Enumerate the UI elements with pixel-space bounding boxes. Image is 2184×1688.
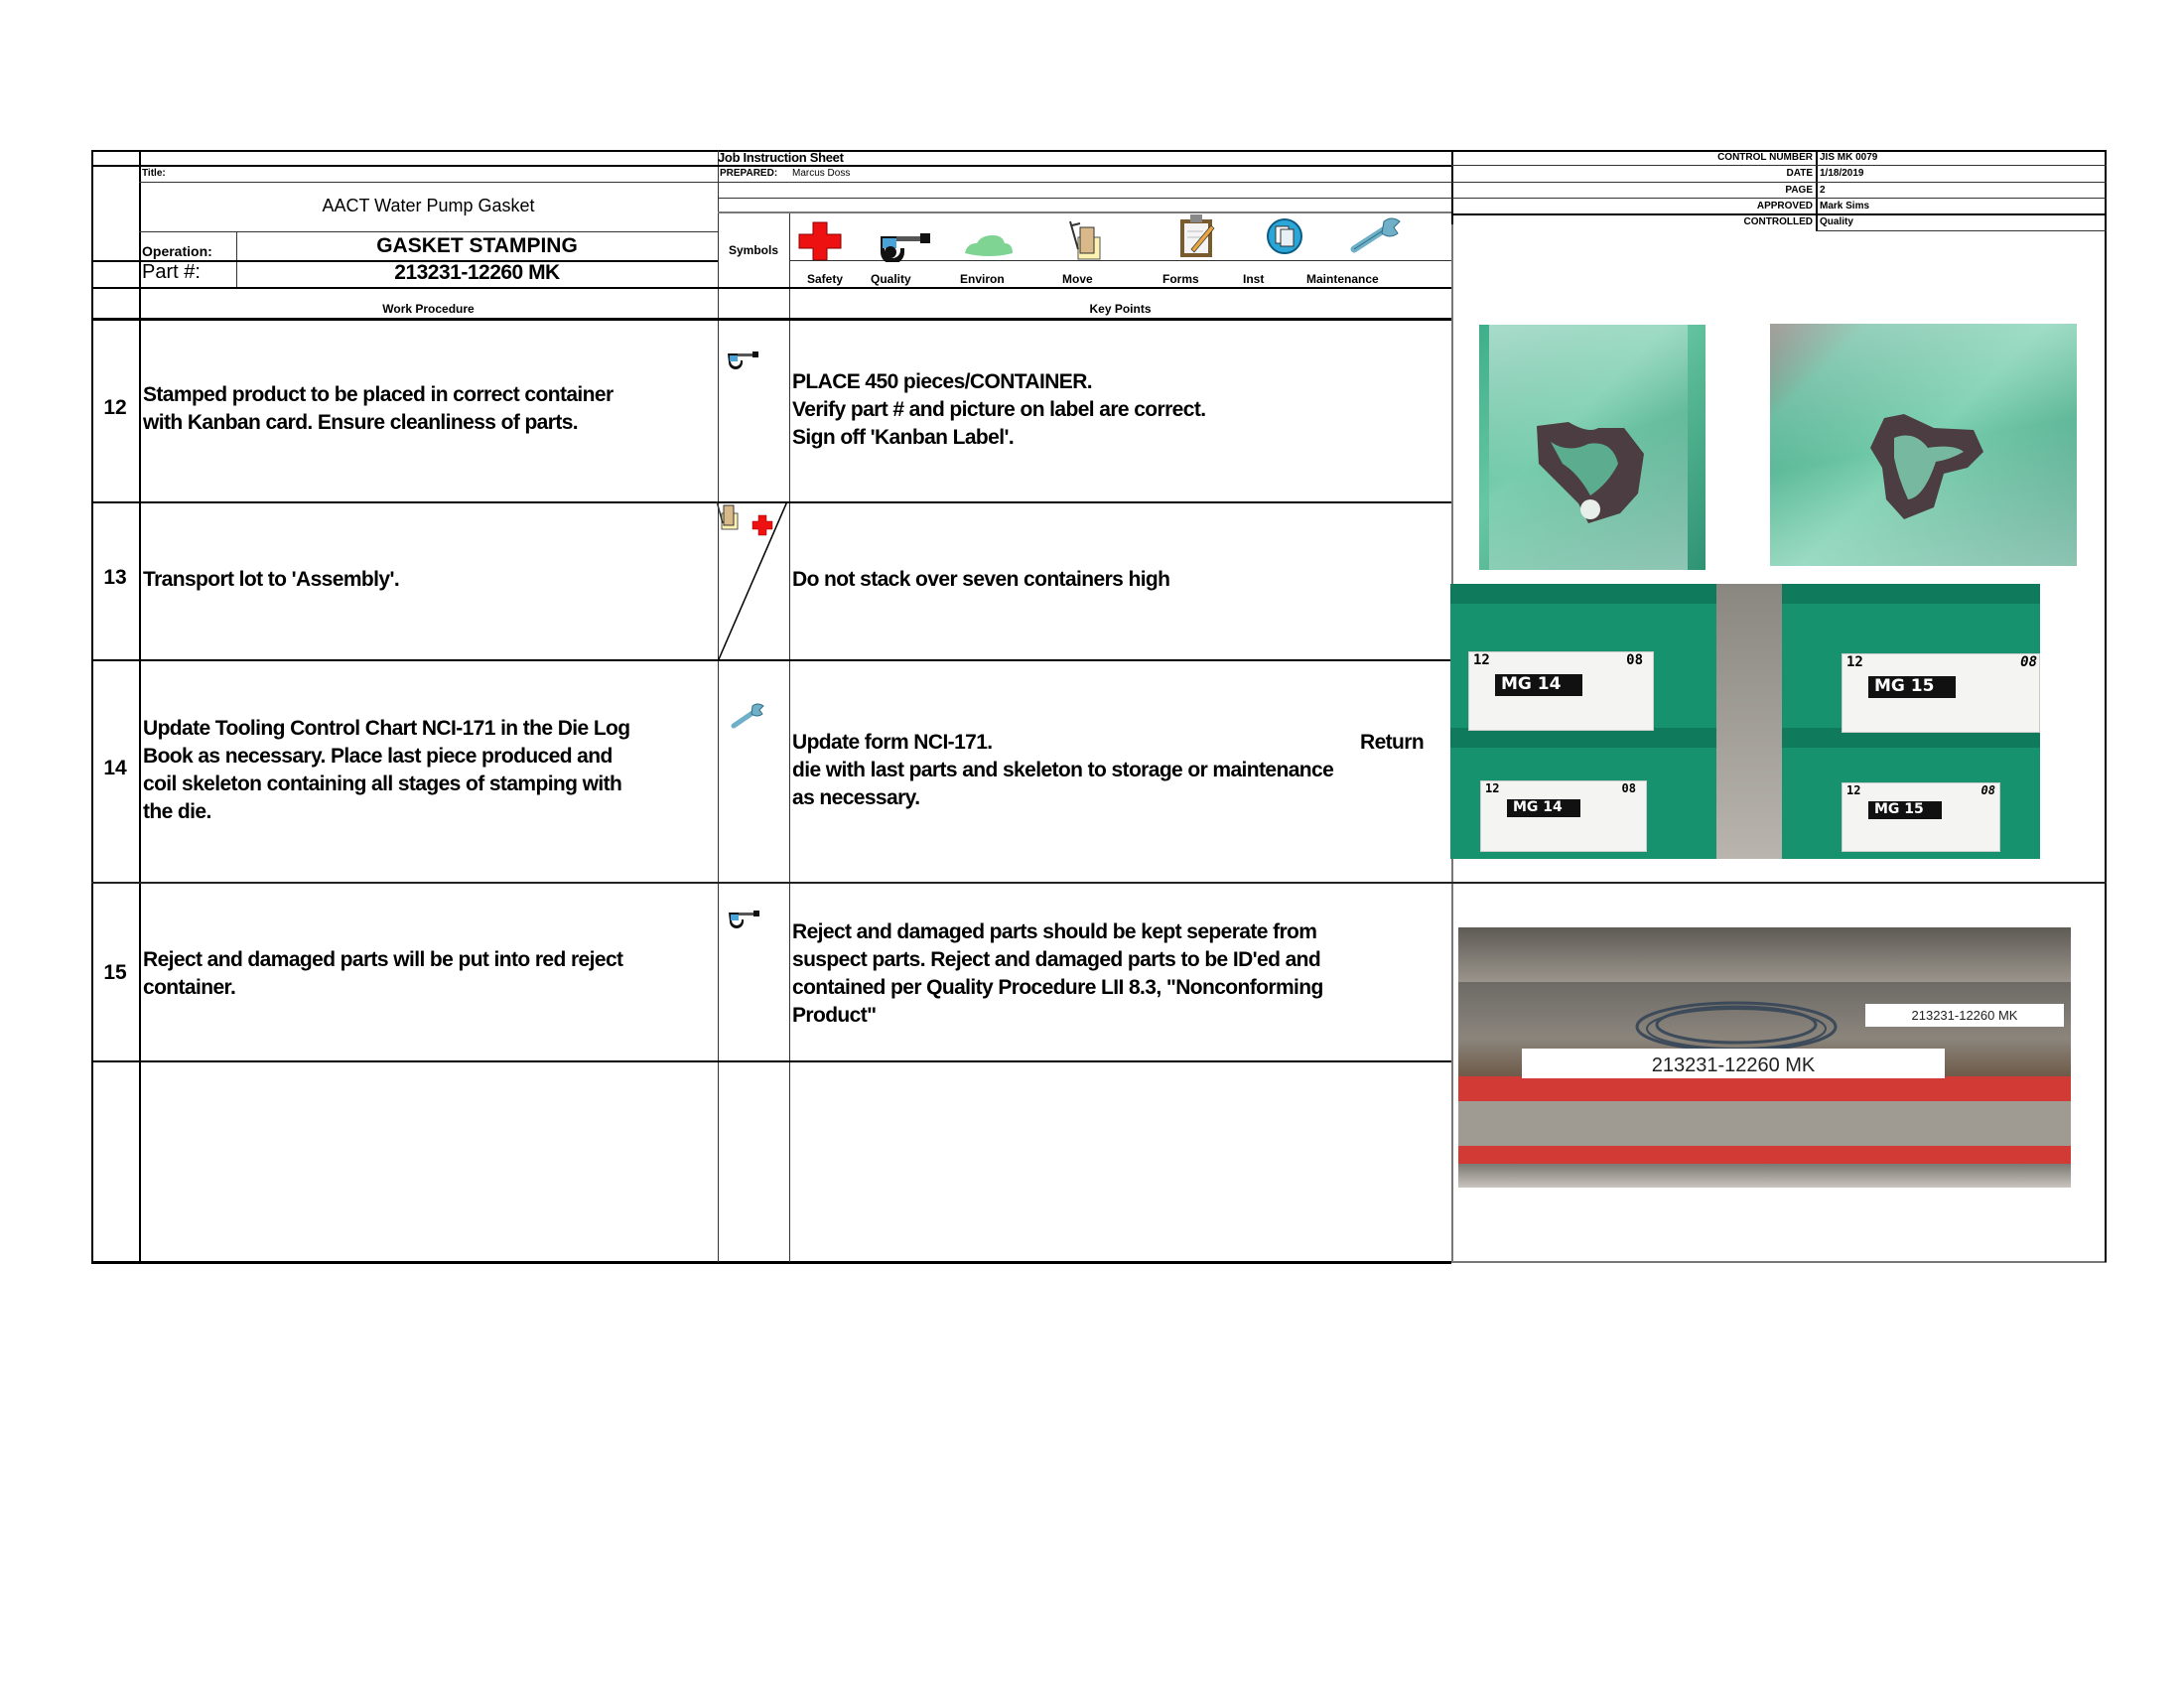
die-label-large: 213231-12260 MK — [1522, 1049, 1945, 1078]
kanban-card — [1468, 651, 1654, 731]
green-leaf-icon — [963, 233, 1015, 259]
die-base — [1458, 1164, 2071, 1188]
red-cross-icon — [751, 514, 773, 536]
prepared-value: Marcus Doss — [792, 168, 851, 179]
col-divider-2 — [718, 150, 719, 1262]
procedure-line: coil skeleton containing all stages of stamping with — [143, 773, 622, 795]
procedure-line: Transport lot to 'Assembly'. — [143, 568, 400, 591]
procedure-line: container. — [143, 976, 236, 999]
col-divider-3 — [789, 211, 790, 1262]
part-value: 213231-12260 MK — [394, 261, 560, 284]
key-point-line: Sign off 'Kanban Label'. — [792, 426, 1015, 449]
controlled-value: Quality — [1820, 216, 1853, 227]
procedure-line: Stamped product to be placed in correct container — [143, 383, 614, 406]
control-row-line — [1816, 230, 2107, 231]
procedure-line: Update Tooling Control Chart NCI-171 in the Die Log — [143, 717, 630, 740]
approved-value: Mark Sims — [1820, 201, 1870, 211]
key-point-line: Reject and damaged parts should be kept seperate from — [792, 920, 1317, 943]
floor — [1716, 584, 1782, 859]
key-points-heading: Key Points — [1089, 302, 1152, 316]
table-left-border — [91, 150, 93, 1262]
key-point-line: Product" — [792, 1004, 877, 1027]
header-row-line — [139, 182, 1451, 183]
table-right-border — [2105, 150, 2107, 1262]
red-rail-top — [1458, 1076, 2071, 1101]
card-corner-right: 08 — [2020, 654, 2037, 670]
procedure-line: the die. — [143, 800, 211, 823]
symbol-label-move: Move — [1062, 272, 1093, 286]
micrometer-icon — [877, 230, 936, 262]
micrometer-icon — [727, 352, 760, 369]
die-lower — [1458, 1101, 2071, 1146]
document-globe-icon — [1266, 217, 1303, 255]
hand-truck-icon — [1068, 219, 1102, 261]
table-bottom-border — [91, 1261, 1451, 1264]
gasket-shape — [1529, 414, 1658, 533]
clipboard-icon — [1177, 211, 1217, 259]
procedure-line: Book as necessary. Place last piece produced and — [143, 745, 613, 768]
header-row-line — [91, 165, 1451, 167]
row-line — [91, 1060, 1451, 1062]
card-corner-left: 12 — [1846, 783, 1861, 797]
card-corner-left: 12 — [1485, 781, 1500, 795]
key-point-line: Do not stack over seven containers high — [792, 568, 1170, 591]
controlled-label: CONTROLLED — [1743, 216, 1813, 227]
symbol-label-quality: Quality — [871, 272, 911, 286]
card-label: MG 15 — [1868, 801, 1942, 819]
key-point-line: as necessary. — [792, 786, 920, 809]
card-corner-right: 08 — [1626, 652, 1643, 668]
sheet-title: Job Instruction Sheet — [718, 150, 844, 165]
symbol-label-environ: Environ — [960, 272, 1005, 286]
key-point-line: PLACE 450 pieces/CONTAINER. — [792, 370, 1092, 393]
card-corner-left: 12 — [1846, 654, 1863, 670]
control-number-label: CONTROL NUMBER — [1717, 152, 1813, 163]
work-procedure-heading: Work Procedure — [382, 302, 475, 316]
card-label: MG 14 — [1507, 799, 1580, 817]
control-row-line — [1451, 213, 2107, 215]
control-row-line — [1451, 182, 2107, 183]
die-label-small: 213231-12260 MK — [1865, 1004, 2064, 1027]
gasket-photo-left — [1479, 325, 1706, 570]
hand-truck-icon — [715, 499, 741, 533]
control-col-divider — [1816, 150, 1818, 231]
containers-photo — [1450, 584, 2040, 859]
key-point-line: Verify part # and picture on label are correct. — [792, 398, 1206, 421]
table-bottom-border-right — [1451, 1261, 2107, 1263]
date-value: 1/18/2019 — [1820, 168, 1864, 179]
symbols-label: Symbols — [728, 243, 778, 257]
control-row-line — [1451, 198, 2107, 199]
procedure-line: with Kanban card. Ensure cleanliness of parts. — [143, 411, 579, 434]
red-rail-bottom — [1458, 1146, 2071, 1164]
kanban-card — [1480, 780, 1647, 852]
step-number: 12 — [103, 396, 127, 419]
header-row-line — [139, 231, 718, 232]
title-label: Title: — [142, 168, 166, 179]
key-point-line: contained per Quality Procedure LII 8.3, "Nonconforming — [792, 976, 1323, 999]
gasket-photo-right — [1770, 324, 2077, 566]
kanban-card — [1842, 782, 2000, 852]
approved-label: APPROVED — [1756, 201, 1813, 211]
gasket-shape — [1864, 408, 1993, 527]
container-stack-left — [1450, 584, 1716, 859]
header-row-line — [91, 318, 1451, 321]
row-line — [91, 882, 2107, 884]
card-corner-right: 08 — [1621, 781, 1636, 795]
prepared-label: PREPARED: — [720, 168, 778, 179]
procedure-line: Reject and damaged parts will be put into red reject — [143, 948, 623, 971]
card-label: MG 14 — [1495, 674, 1582, 696]
step-number: 13 — [103, 566, 127, 589]
key-point-line: Update form NCI-171. — [792, 731, 993, 754]
col-divider-1 — [139, 150, 141, 1262]
step-number: 15 — [103, 961, 127, 984]
micrometer-icon — [728, 911, 761, 928]
header-row-line — [718, 211, 1451, 213]
kanban-card — [1842, 653, 2040, 733]
header-row-line — [718, 198, 1451, 199]
page-value: 2 — [1820, 185, 1826, 196]
key-point-line: suspect parts. Reject and damaged parts to be ID'ed and — [792, 948, 1321, 971]
die-upper — [1458, 927, 2071, 982]
page-label: PAGE — [1785, 185, 1813, 196]
card-corner-left: 12 — [1473, 652, 1490, 668]
die-photo — [1458, 927, 2071, 1188]
key-point-line: Return — [1360, 731, 1425, 754]
header-row-line — [91, 287, 1451, 289]
card-label: MG 15 — [1868, 676, 1956, 698]
symbol-label-maintenance: Maintenance — [1306, 272, 1379, 286]
red-cross-icon — [797, 220, 843, 260]
date-label: DATE — [1786, 168, 1813, 179]
symbol-label-forms: Forms — [1162, 272, 1199, 286]
title-value: AACT Water Pump Gasket — [322, 196, 535, 215]
wrench-icon — [1348, 215, 1408, 255]
row-line — [91, 659, 1451, 661]
part-label: Part #: — [142, 261, 201, 283]
control-row-line — [1451, 165, 2107, 166]
container-stack-right — [1782, 584, 2040, 859]
key-point-line: die with last parts and skeleton to storage or maintenance — [792, 759, 1334, 781]
wrench-icon — [730, 702, 767, 730]
control-number-value: JIS MK 0079 — [1820, 152, 1878, 163]
card-corner-right: 08 — [1980, 783, 1995, 797]
operation-value: GASKET STAMPING — [376, 234, 578, 257]
symbol-label-inst: Inst — [1243, 272, 1265, 286]
symbol-label-safety: Safety — [807, 272, 844, 286]
step-number: 14 — [103, 757, 127, 779]
operation-label: Operation: — [142, 243, 212, 259]
